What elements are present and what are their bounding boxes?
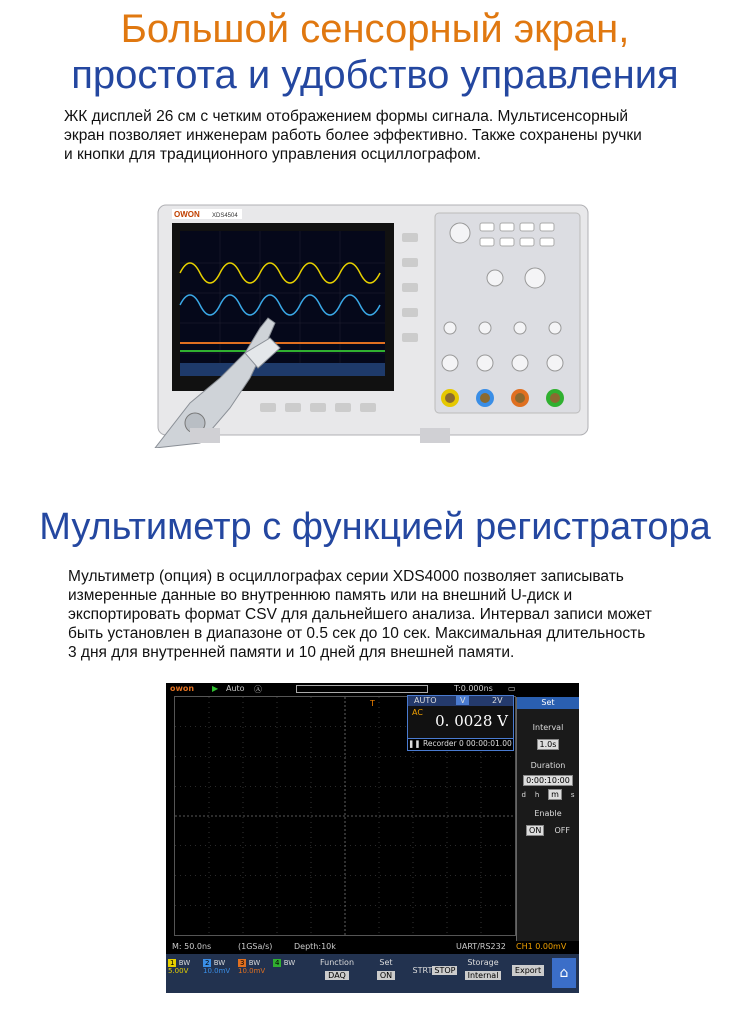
enable-on[interactable]: ON	[526, 825, 544, 836]
mm-value: 0. 0028 V	[435, 712, 508, 730]
mm-tab-2v[interactable]: 2V	[492, 696, 503, 705]
run-icon[interactable]: ▶	[212, 684, 219, 693]
mm-coupling: AC	[412, 708, 423, 717]
interval-value[interactable]: 1.0s	[537, 739, 560, 750]
stop-option[interactable]: STOP	[434, 966, 456, 975]
trigger-time: T:0.000ns	[454, 684, 493, 693]
hero-text-line2: экран позволяет инженерам работь более эффективно. Также сохранены ручки	[64, 127, 642, 144]
duration-value[interactable]: 0:00:10:00	[523, 775, 573, 786]
section2-text-line3: экспортировать формат CSV для дальнейшего анализа. Интервал записи может	[68, 606, 652, 623]
mm-tab-v[interactable]: V	[456, 696, 469, 705]
trigger-level: CH1 0.00mV	[516, 942, 567, 951]
section2-text-line2: измеренные данные во внутреннюю память или на внешний U-диск и	[68, 587, 573, 604]
device-model: XDS4504	[212, 213, 238, 219]
status-bar	[166, 941, 579, 953]
unit-m[interactable]: m	[548, 789, 562, 800]
channel-4[interactable]: 4 BW	[275, 959, 296, 967]
interval-label: Interval	[532, 723, 564, 732]
enable-off[interactable]: OFF	[554, 826, 570, 835]
unit-h[interactable]: h	[534, 791, 540, 799]
hero-text-line3: и кнопки для традиционного управления осциллографом.	[64, 146, 481, 163]
sample-rate: (1GSa/s)	[238, 942, 273, 951]
function-menu[interactable]: Function DAQ	[319, 958, 355, 980]
scope-top-bar	[166, 683, 579, 695]
recorder-status: Recorder 0 00:00:01.00	[422, 739, 512, 748]
channel-1[interactable]: 1 BW 5.00V	[168, 959, 191, 975]
channel-2[interactable]: 2 BW 10.0mV	[203, 959, 231, 975]
run-state[interactable]: Auto	[226, 684, 245, 693]
export-button[interactable]: Export	[510, 966, 546, 993]
strt-option[interactable]: STRT	[412, 966, 433, 975]
svg-text:T: T	[370, 699, 375, 708]
channel-3[interactable]: 3 BW 10.0mV	[238, 959, 266, 975]
oscilloscope-illustration	[150, 203, 590, 448]
section2-text-line4: быть установлен в диапазоне от 0.5 сек до 10 сек. Максимальная длительность	[68, 625, 646, 642]
usb-icon: ▭	[508, 684, 516, 693]
memory-depth: Depth:10k	[294, 942, 336, 951]
bottom-menu	[166, 954, 579, 993]
scope-screen	[166, 683, 579, 993]
section2-text-line1: Мультиметр (опция) в осциллографах серии XDS4000 позволяет записывать	[68, 568, 624, 585]
enable-label: Enable	[534, 809, 562, 818]
duration-label: Duration	[530, 761, 566, 770]
hero-text-line1: ЖК дисплей 26 см с четким отображением формы сигнала. Мультисенсорный	[64, 108, 629, 125]
side-menu	[516, 697, 579, 943]
mm-tab-auto[interactable]: AUTO	[414, 696, 437, 705]
hero-title-line1: Большой сенсорный экран,	[120, 7, 630, 51]
multimeter-panel	[407, 695, 514, 751]
section2-text-line5: 3 дня для внутренней памяти и 10 дней для внешней памяти.	[68, 644, 515, 661]
storage-menu[interactable]: Storage Internal	[462, 956, 504, 990]
section2-title: Мультиметр с функцией регистратора	[39, 506, 711, 548]
device-brand: OWON	[174, 210, 200, 219]
side-menu-header: Set	[517, 697, 579, 709]
scope-logo: owon	[170, 684, 195, 693]
timebase: M: 50.0ns	[172, 942, 212, 951]
memory-bar	[296, 685, 428, 693]
home-icon[interactable]: ⌂	[552, 958, 576, 988]
hero-title-line2: простота и удобство управления	[71, 53, 679, 97]
auto-icon: Ⓐ	[254, 685, 262, 694]
unit-d[interactable]: d	[521, 791, 526, 799]
serial-port: UART/RS232	[456, 942, 506, 951]
unit-s[interactable]: s	[570, 791, 575, 799]
set-menu[interactable]: Set ON	[366, 956, 406, 990]
start-stop-menu[interactable]	[410, 966, 460, 993]
pause-icon[interactable]: ❚❚	[408, 739, 421, 748]
